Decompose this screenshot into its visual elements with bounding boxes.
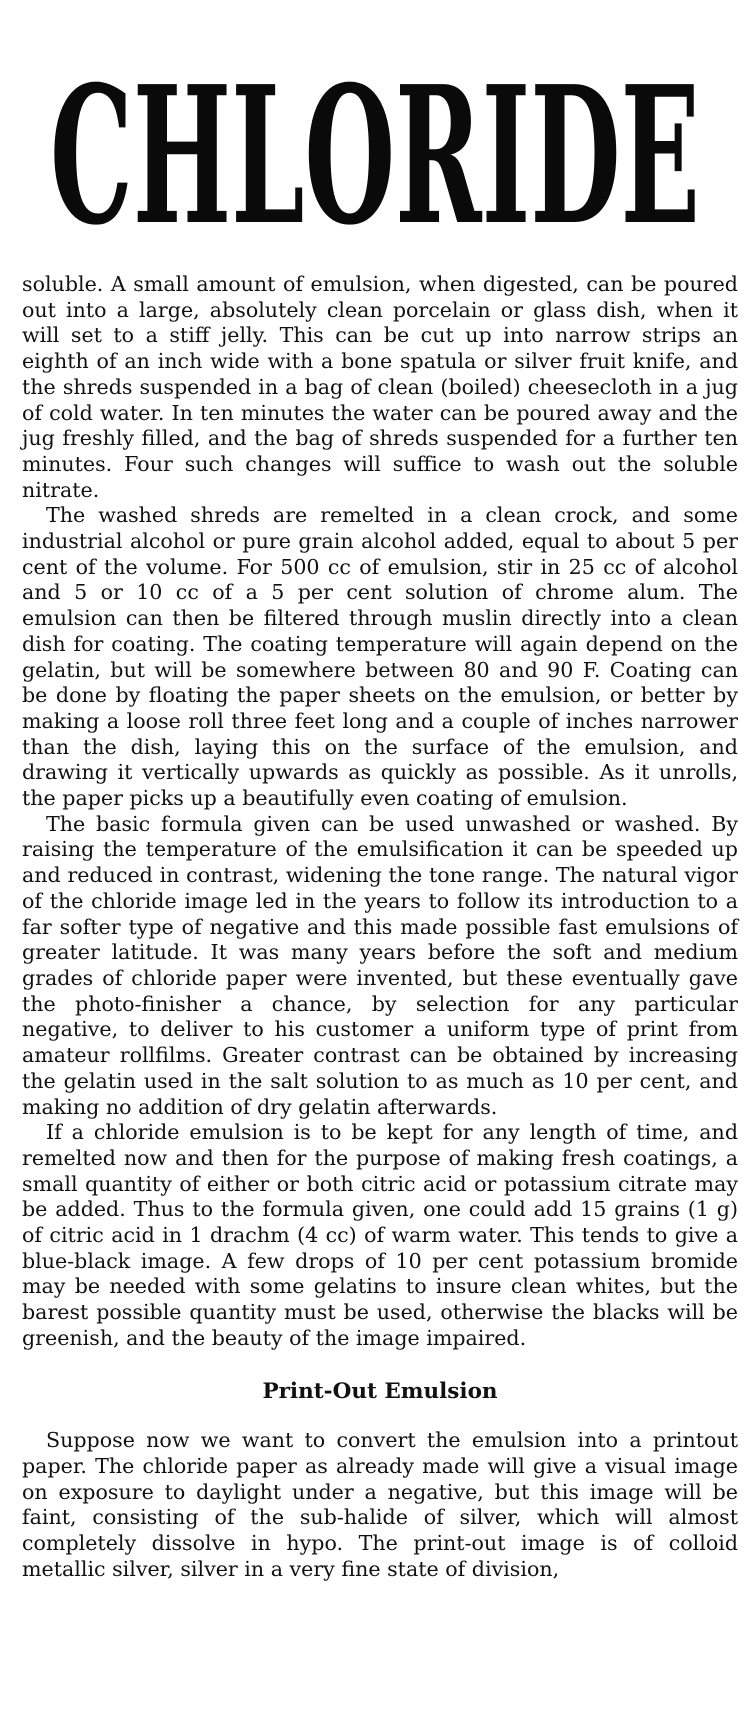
paragraph: Suppose now we want to convert the emulsion into a printout paper. The chloride paper as already made will give a visual image on exposure to daylight under a negative, but this image will be faint, consisting of the sub-halide of silver, which will almost completely dissolve in hypo. The print-out image is of colloid metallic silver, silver in a very fine state of division, — [22, 1428, 738, 1581]
paragraph: The basic formula given can be used unwashed or washed. By raising the temperature of the emulsification it can be speeded up and reduced in contrast, widening the tone range. The natural vigor of the chloride image led in the years to follow its introduction to a far softer type of negative and this made possible fast emulsions of greater latitude. It was many years before the soft and medium grades of chloride paper were invented, but these eventually gave the photo-finisher a chance, by selection for any particular negative, to deliver to his customer a uniform type of print from amateur rollfilms. Greater contrast can be obtained by increasing the gelatin used in the salt solution to as much as 10 per cent, and making no addition of dry gelatin afterwards. — [22, 811, 738, 1119]
section-heading: Print-Out Emulsion — [262, 1378, 498, 1404]
title-svg — [0, 0, 750, 250]
article-body — [22, 272, 738, 1582]
page-title — [0, 0, 750, 250]
title-text: CHLORIDE — [50, 45, 701, 250]
paragraph: The washed shreds are remelted in a clean crock, and some industrial alcohol or pure grain alcohol added, equal to about 5 per cent of the volume. For 500 cc of emulsion, stir in 25 cc of alcohol and 5 or 10 cc of a 5 per cent solution of chrome alum. The emulsion can then be filtered through muslin directly into a clean dish for coating. The coating temperature will again depend on the gelatin, but will be somewhere between 80 and 90 F. Coating can be done by floating the paper sheets on the emulsion, or better by making a loose roll three feet long and a couple of inches narrower than the dish, laying this on the surface of the emulsion, and drawing it vertically upwards as quickly as possible. As it unrolls, the paper picks up a beautifully even coating of emulsion. — [22, 503, 738, 811]
paragraph: soluble. A small amount of emulsion, when digested, can be poured out into a large, absolutely clean porcelain or glass dish, when it will set to a stiff jelly. This can be cut up into narrow strips an eighth of an inch wide with a bone spatula or silver fruit knife, and the shreds suspended in a bag of clean (boiled) cheesecloth in a jug of cold water. In ten minutes the water can be poured away and the jug freshly filled, and the bag of shreds suspended for a further ten minutes. Four such changes will suffice to wash out the soluble nitrate. — [22, 272, 738, 502]
paragraph: If a chloride emulsion is to be kept for any length of time, and remelted now and then for the purpose of making fresh coatings, a small quantity of either or both citric acid or potassium citrate may be added. Thus to the formula given, one could add 15 grains (1 g) of citric acid in 1 drachm (4 cc) of warm water. This tends to give a blue-black image. A few drops of 10 per cent potassium bromide may be needed with some gelatins to insure clean whites, but the barest possible quantity must be used, otherwise the blacks will be greenish, and the beauty of the image impaired. — [22, 1120, 738, 1350]
